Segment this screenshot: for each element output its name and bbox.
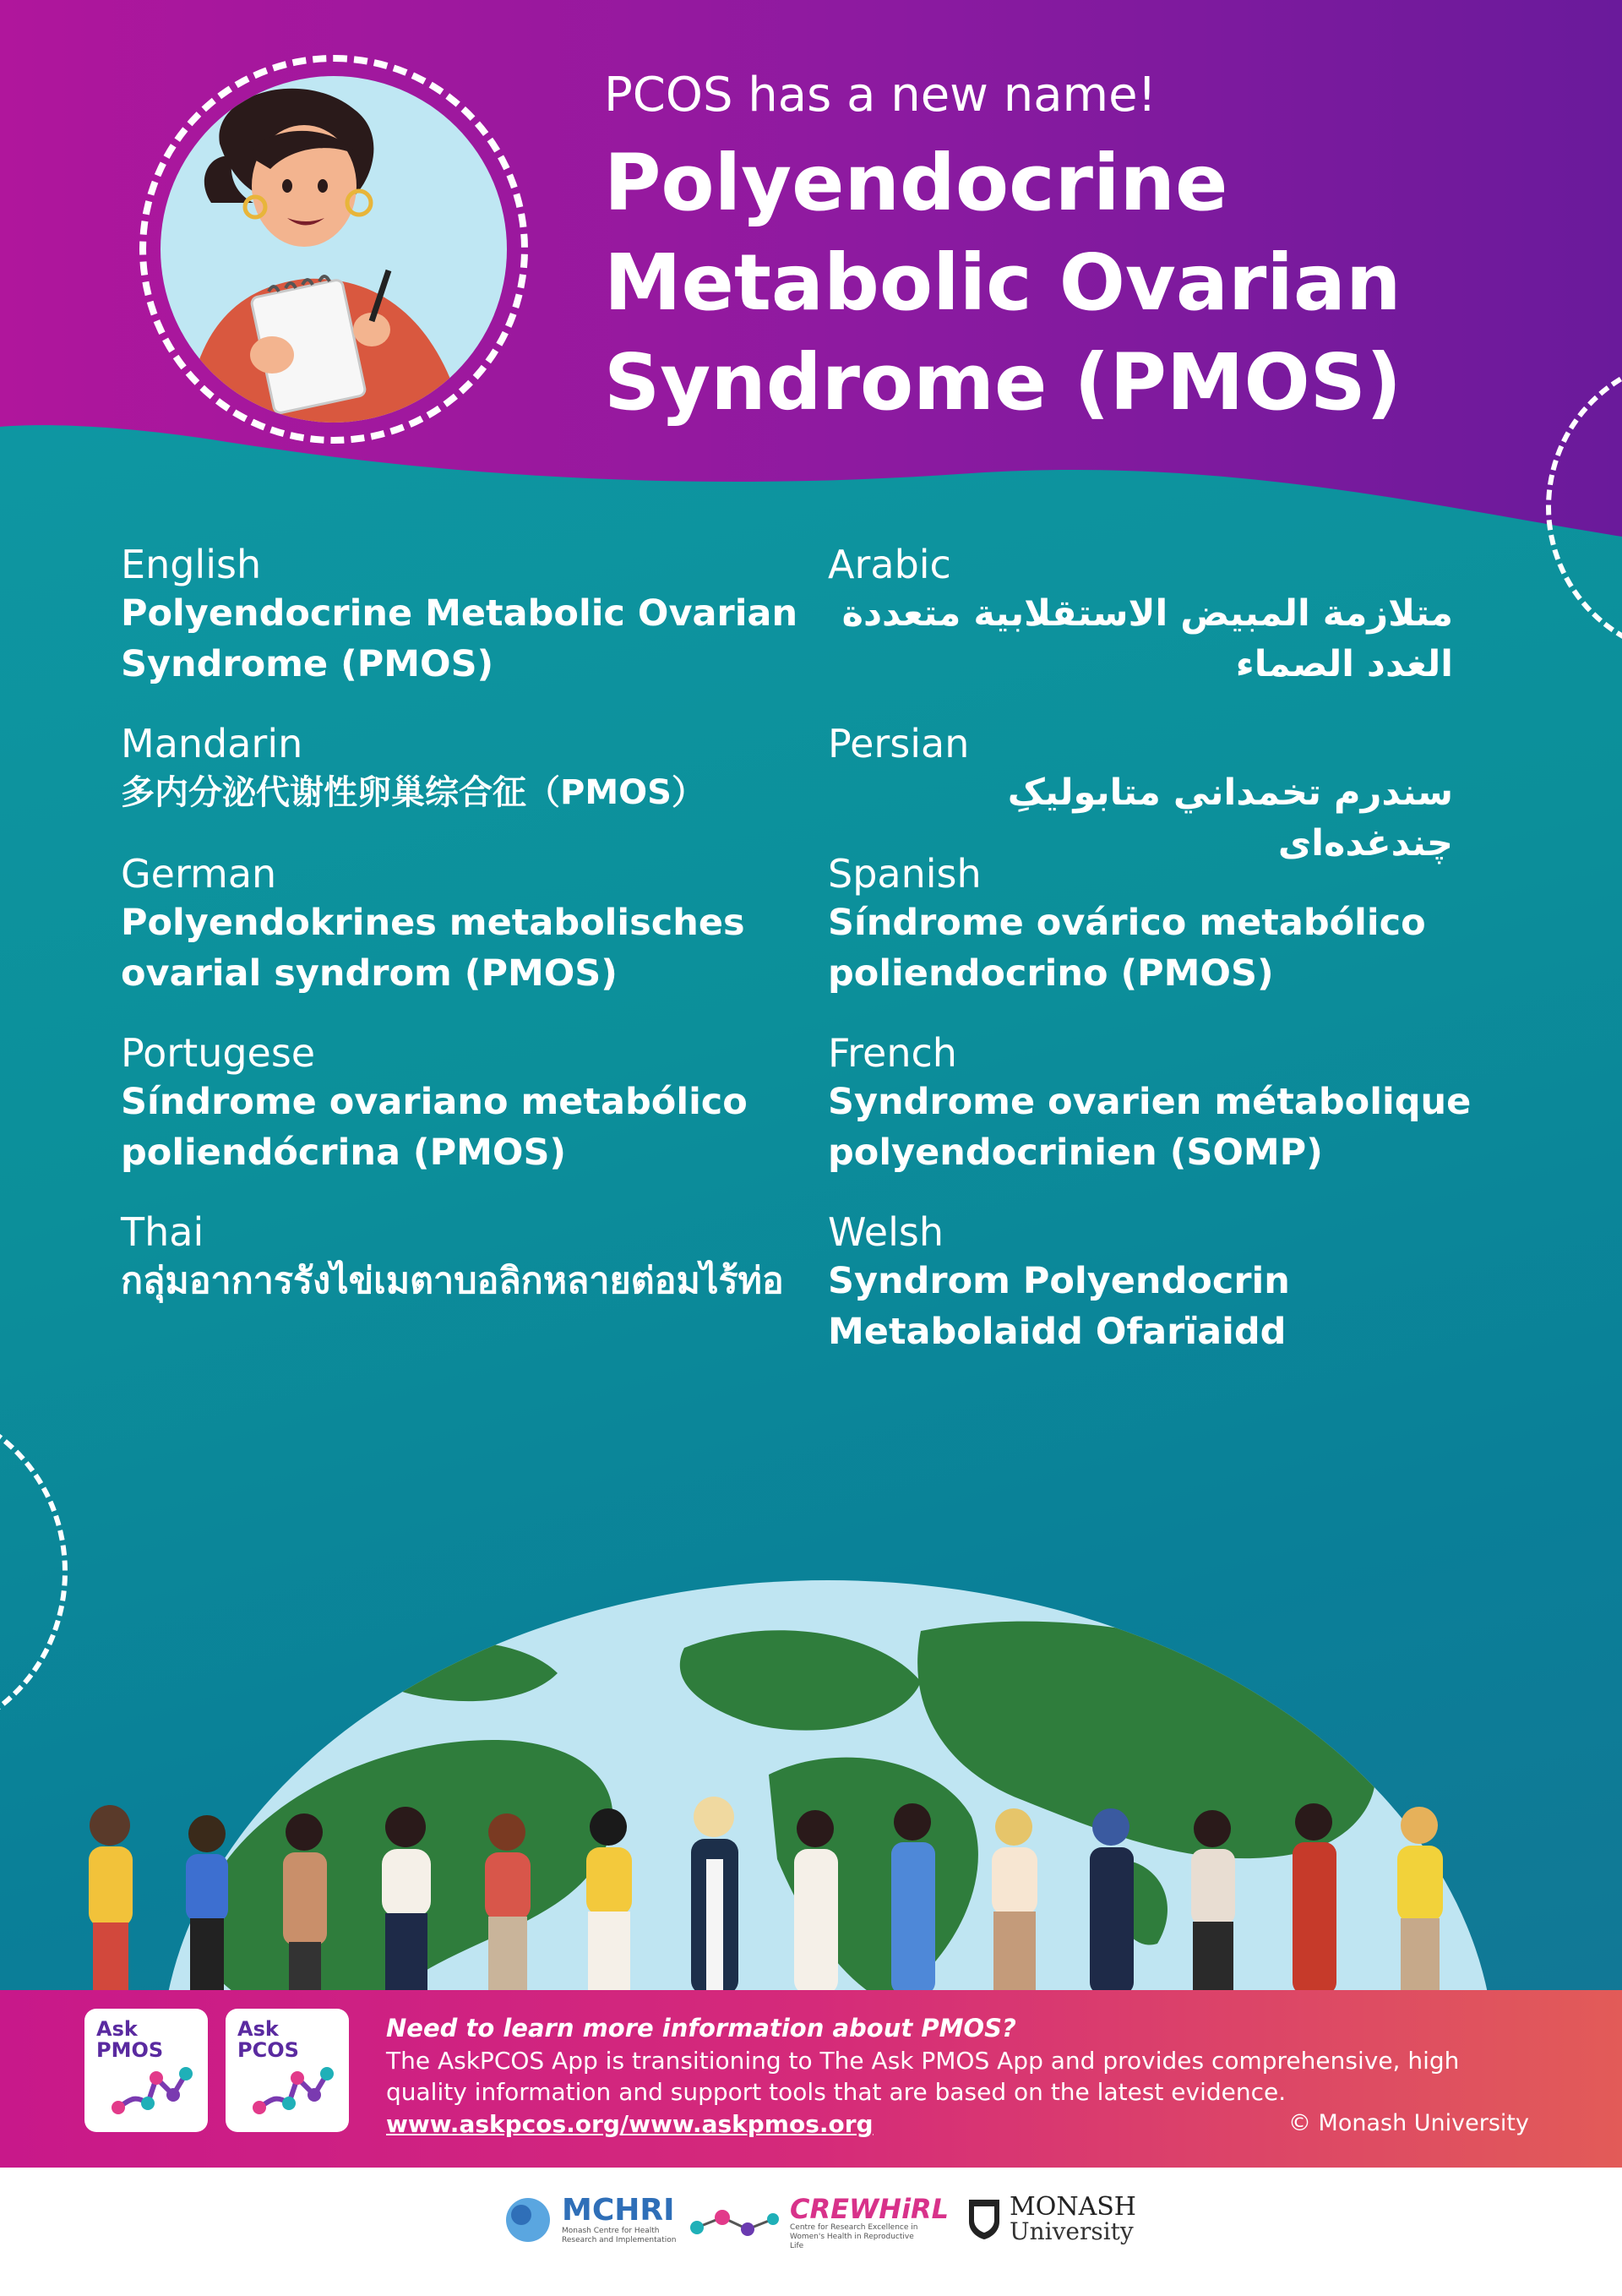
lang-name: English <box>121 542 262 587</box>
app-label: Ask PMOS <box>96 2017 164 2062</box>
lang-name: Persian <box>828 721 970 766</box>
monash-logo <box>967 2192 1136 2245</box>
lang-name: Welsh <box>828 1209 944 1255</box>
person-figure <box>1090 1808 1134 1994</box>
crewhirl-wordmark: CREWHiRL <box>790 2193 950 2225</box>
lang-name: Mandarin <box>121 721 303 766</box>
lang-name: French <box>828 1030 957 1076</box>
copyright-notice: © Monash University <box>1287 2110 1529 2136</box>
lang-mandarin <box>121 720 828 850</box>
person-figure <box>382 1807 431 1994</box>
footer-description: The AskPCOS App is transitioning to The Ask PMOS App and provides comprehensive, high quality information and support tools that are based on the latest evidence. <box>386 2047 1460 2106</box>
mchri-wordmark: MCHRI <box>562 2193 675 2228</box>
mchri-logo <box>503 2195 680 2245</box>
person-figure <box>691 1797 738 1994</box>
person-figure <box>992 1808 1037 1994</box>
lang-name: German <box>121 851 277 897</box>
people-holding-hands-illustration <box>51 1766 1571 1994</box>
lang-portugese <box>121 1029 828 1208</box>
lang-term: Polyendokrines metabolisches ovarial syndrom (PMOS) <box>121 902 745 995</box>
page-title: Polyendocrine Metabolic Ovarian Syndrome (PMOS) <box>604 138 1402 428</box>
lang-term: 多内分泌代谢性卵巢综合征（PMOS） <box>121 773 705 812</box>
network-nodes-icon <box>689 2202 781 2244</box>
dashed-arc-left <box>0 1403 68 1741</box>
lang-persian <box>828 720 1506 864</box>
lang-term: Syndrome ovarien métabolique polyendocrinien (SOMP) <box>828 1081 1472 1174</box>
person-figure <box>186 1815 228 1994</box>
person-figure <box>1191 1810 1235 1994</box>
lang-name: Arabic <box>828 542 951 587</box>
mchri-subtitle: Monash Centre for Health Research and Implementation <box>562 2227 677 2244</box>
ask-pcos-app-icon[interactable] <box>226 2009 349 2132</box>
monash-crest-icon <box>967 2198 1001 2240</box>
header-kicker: PCOS has a new name! <box>604 68 1157 123</box>
language-list <box>121 541 1506 1388</box>
footer-info-band <box>0 1990 1622 2168</box>
crewhirl-subtitle: Centre for Research Excellence in Women's Health in Reproductive Life <box>790 2223 918 2250</box>
monash-wordmark: MONASH <box>1010 2192 1136 2222</box>
person-figure <box>1293 1803 1336 1994</box>
lang-spanish <box>828 850 1506 1029</box>
lang-term: Polyendocrine Metabolic Ovarian Syndrome (PMOS) <box>121 592 798 685</box>
ask-pmos-app-icon[interactable] <box>84 2009 208 2132</box>
mchri-mark-icon <box>503 2195 553 2245</box>
person-figure <box>891 1803 935 1994</box>
app-label: Ask PCOS <box>237 2017 299 2062</box>
person-figure <box>485 1813 531 1994</box>
footer-website-link[interactable]: www.askpcos.org/www.askpmos.org <box>386 2110 874 2138</box>
person-figure <box>1397 1807 1443 1994</box>
hero-illustration <box>161 76 507 423</box>
partner-logos <box>0 2168 1622 2296</box>
lang-german <box>121 850 828 1029</box>
molecule-icon <box>251 2061 335 2120</box>
person-figure <box>586 1808 632 1994</box>
lang-welsh <box>828 1208 1506 1388</box>
crewhirl-logo <box>689 2195 949 2251</box>
woman-writing-illustration <box>161 76 507 423</box>
lang-term: Síndrome ovariano metabólico poliendócrina (PMOS) <box>121 1081 748 1174</box>
person-figure <box>89 1805 133 1994</box>
lang-term: سندرم تخمداني متابوليکِ چندغده‌ای <box>1007 772 1453 864</box>
lang-term: Syndrom Polyendocrin Metabolaidd Ofarïaidd <box>828 1260 1290 1353</box>
lang-french <box>828 1029 1506 1208</box>
lang-english <box>121 541 828 720</box>
footer-question: Need to learn more information about PMOS? <box>386 2014 1016 2042</box>
lang-arabic <box>828 541 1506 720</box>
person-figure <box>794 1810 838 1994</box>
lang-name: Spanish <box>828 851 982 897</box>
person-figure <box>283 1813 327 1994</box>
lang-term: กลุ่มอาการรังไข่เมตาบอลิกหลายต่อมไร้ท่อ <box>121 1260 784 1302</box>
lang-name: Thai <box>121 1209 204 1255</box>
lang-thai <box>121 1208 828 1388</box>
molecule-icon <box>110 2061 194 2120</box>
lang-term: متلازمة المبيض الاستقلابية متعددة الغدد الصماء <box>841 592 1453 685</box>
lang-name: Portugese <box>121 1030 316 1076</box>
lang-term: Síndrome ovárico metabólico poliendocrino (PMOS) <box>828 902 1426 995</box>
monash-subtitle: University <box>1010 2217 1134 2245</box>
